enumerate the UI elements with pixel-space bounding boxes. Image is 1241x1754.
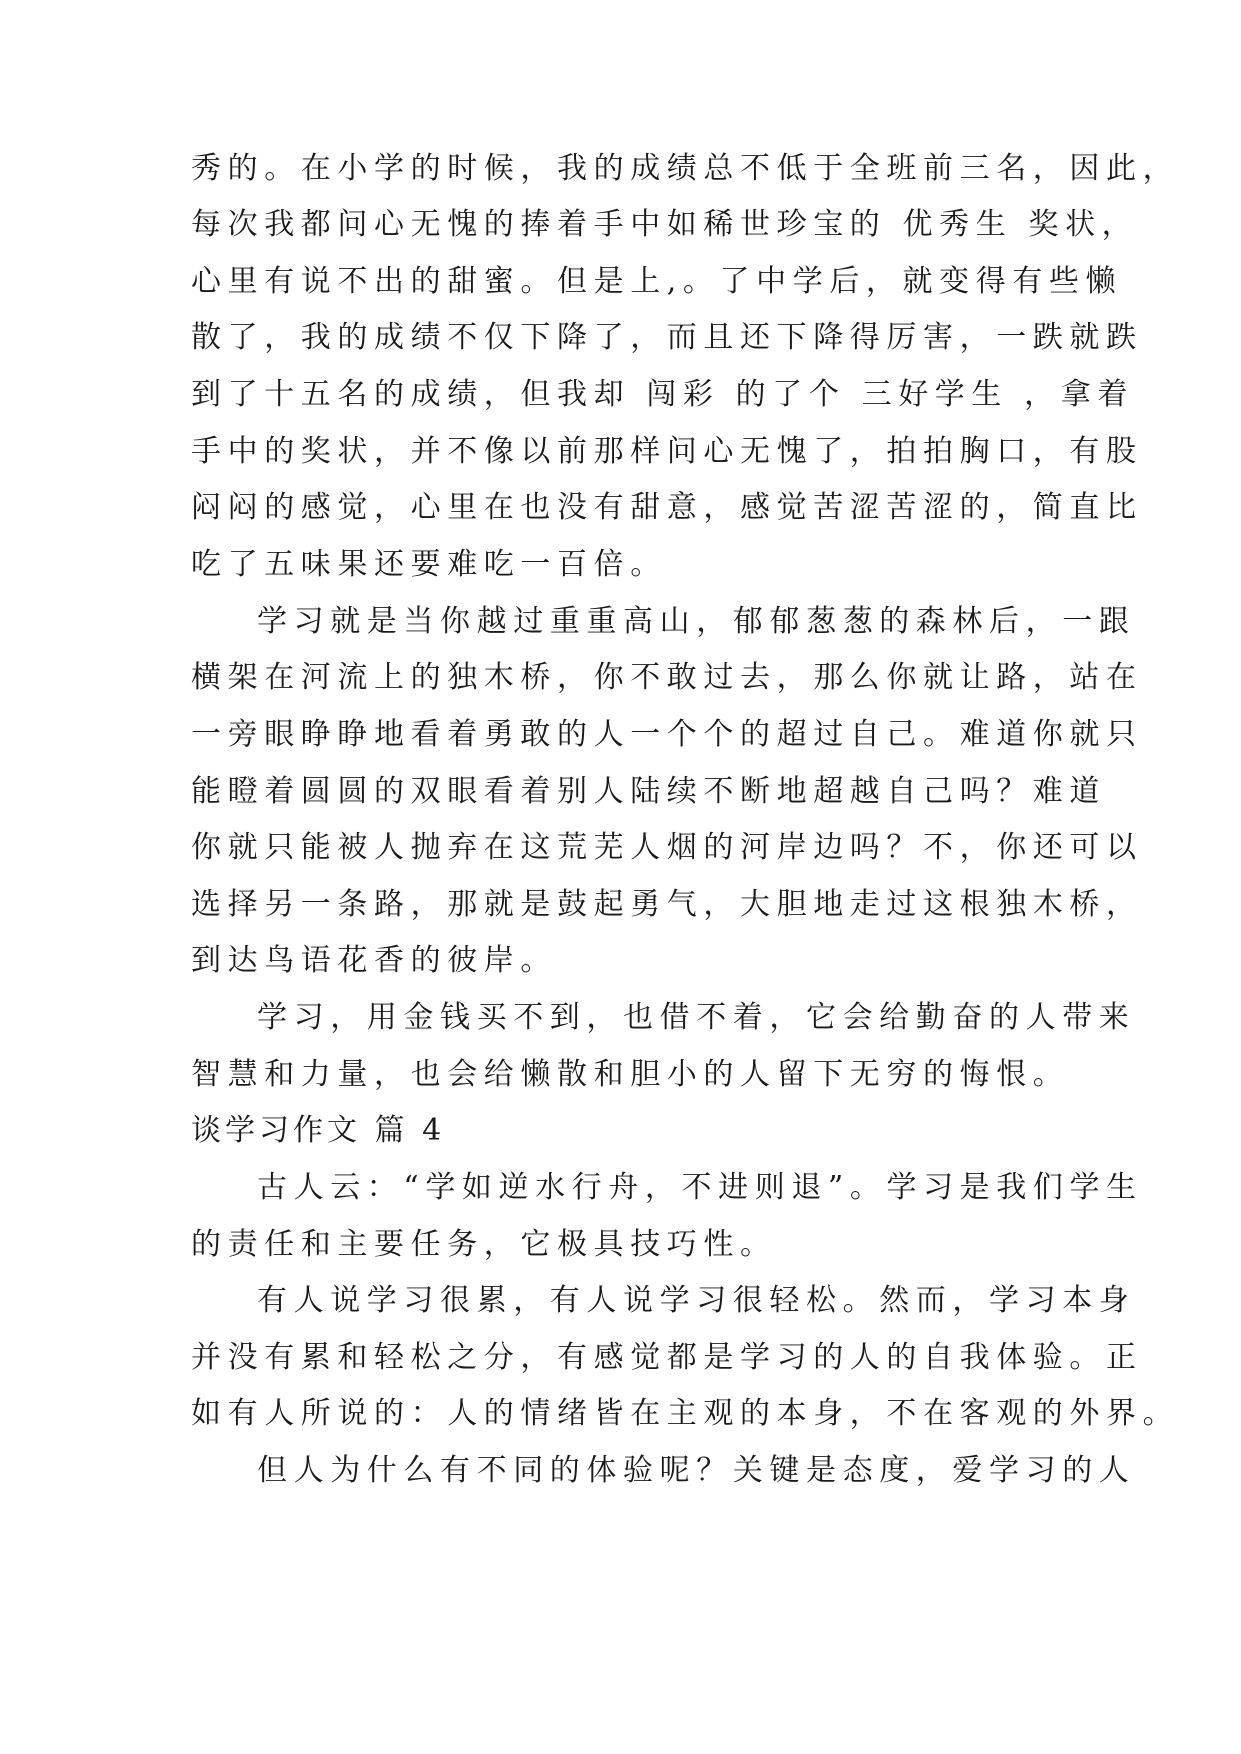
paragraph-start-line: 但人为什么有不同的体验呢？关键是态度，爱学习的人 xyxy=(257,1453,1136,1488)
text-line: 到了十五名的成绩，但我却 闯彩 的了个 三好学生 ，拿着 xyxy=(191,377,1134,412)
text-line: 选择另一条路，那就是鼓起勇气，大胆地走过这根独木桥， xyxy=(191,887,1143,922)
text-line: 秀的。在小学的时候，我的成绩总不低于全班前三名，因此， xyxy=(191,151,1180,186)
text-line: 每次我都问心无愧的捧着手中如稀世珍宝的 优秀生 奖状， xyxy=(191,207,1139,242)
text-line: 智慧和力量，也会给懒散和胆小的人留下无穷的悔恨。 xyxy=(191,1057,1070,1092)
text-line: 如有人所说的：人的情绪皆在主观的本身，不在客观的外界。 xyxy=(191,1396,1180,1431)
text-line: 并没有累和轻松之分，有感觉都是学习的人的自我体验。正 xyxy=(191,1340,1143,1375)
section-heading: 谈学习作文 篇 4 xyxy=(191,1113,446,1148)
text-line: 能瞪着圆圆的双眼看着别人陆续不断地超越自己吗？难道 xyxy=(191,774,1106,809)
paragraph-start-line: 学习，用金钱买不到，也借不着，它会给勤奋的人带来 xyxy=(257,1000,1136,1035)
text-line: 闷闷的感觉，心里在也没有甜意，感觉苦涩苦涩的，简直比 xyxy=(191,490,1143,525)
text-line: 到达鸟语花香的彼岸。 xyxy=(191,943,557,978)
text-line: 一旁眼睁睁地看着勇敢的人一个个的超过自己。难道你就只 xyxy=(191,717,1143,752)
text-line: 你就只能被人抛弃在这荒芜人烟的河岸边吗？不，你还可以 xyxy=(191,830,1143,865)
text-line: 手中的奖状，并不像以前那样问心无愧了，拍拍胸口，有股 xyxy=(191,434,1143,469)
paragraph-start-line: 古人云：“学如逆水行舟，不进则退”。学习是我们学生 xyxy=(257,1170,1143,1205)
paragraph-start-line: 有人说学习很累，有人说学习很轻松。然而，学习本身 xyxy=(257,1283,1136,1318)
paragraph-start-line: 学习就是当你越过重重高山，郁郁葱葱的森林后，一跟 xyxy=(257,604,1136,639)
text-line: 心里有说不出的甜蜜。但是上,。了中学后，就变得有些懒 xyxy=(191,264,1123,299)
text-line: 横架在河流上的独木桥，你不敢过去，那么你就让路，站在 xyxy=(191,660,1143,695)
text-line: 吃了五味果还要难吃一百倍。 xyxy=(191,547,667,582)
text-line: 的责任和主要任务，它极具技巧性。 xyxy=(191,1227,777,1262)
text-line: 散了，我的成绩不仅下降了，而且还下降得厉害，一跌就跌 xyxy=(191,320,1143,355)
